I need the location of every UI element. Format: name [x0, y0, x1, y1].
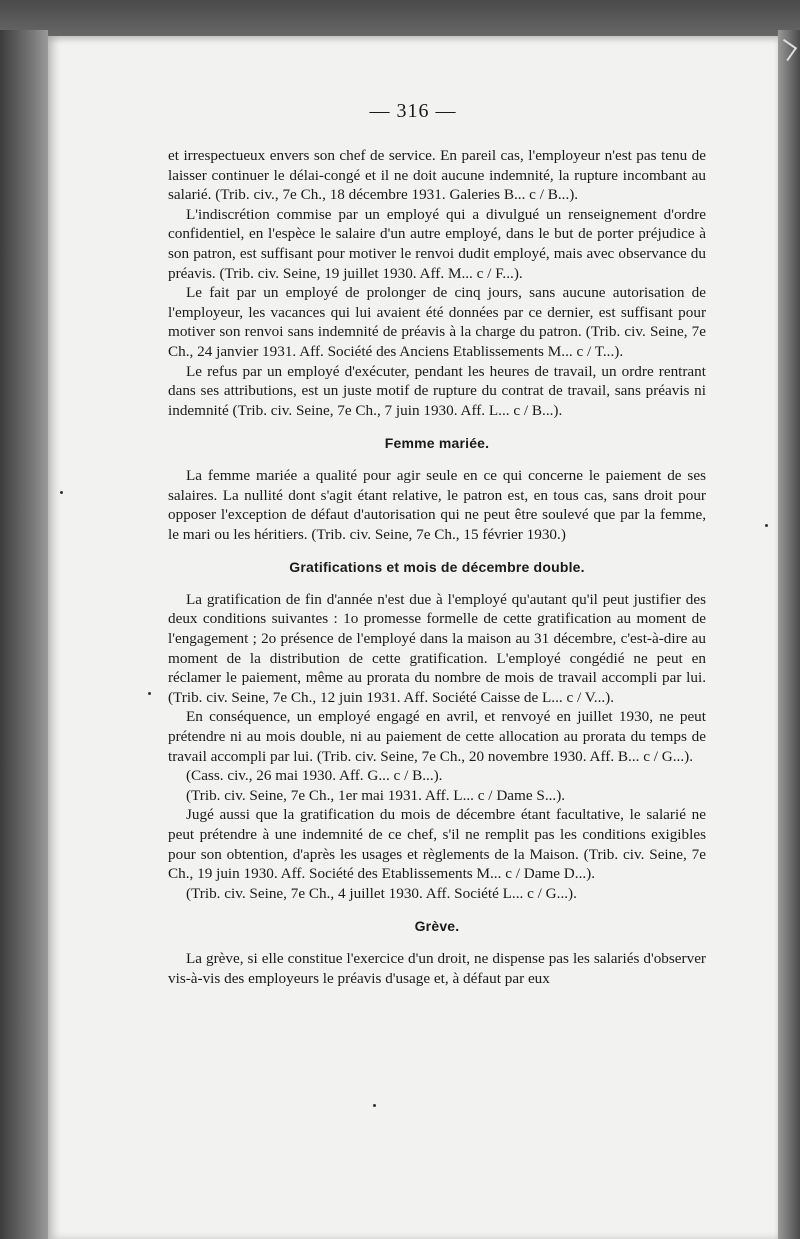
paragraph-gratifications-1: La gratification de fin d'année n'est due à l'employé qu'autant qu'il peut justifier des deux conditions suivantes : 1o promesse formelle de cette gratification au moment de l'engagement ; 2o présence de l'employé dans la maison au 31 décembre, c'est-à-dire au moment de la distribution de cette gratification. L'employé congédié ne peut en réclamer le paiement, même au prorata du nombre de mois de travail accompli par lui. (Trib. civ. Seine, 7e Ch., 12 juin 1931. Aff. Société Caisse de L... c / V...).	[168, 590, 706, 706]
page-number: — 316 —	[369, 100, 457, 122]
scan-speck	[373, 1104, 376, 1107]
page-body	[168, 146, 706, 988]
scan-speck	[148, 692, 151, 695]
paragraph-femme-mariee-1: La femme mariée a qualité pour agir seule en ce qui concerne le paiement de ses salaires. La nullité dont s'agit étant relative, le patron est, en tous cas, sans droit pour opposer l'exception de défaut d'autorisation qui ne peut être soulevé que par la femme, le mari ou les héritiers. (Trib. civ. Seine, 7e Ch., 15 février 1930.)	[168, 466, 706, 543]
section-heading-femme-mariee: Femme mariée.	[384, 435, 490, 452]
section-heading-greve: Grève.	[414, 918, 460, 935]
paragraph-greve-1: La grève, si elle constitue l'exercice d'un droit, ne dispense pas les salariés d'observer vis-à-vis des employeurs le préavis d'usage et, à défaut par eux	[168, 949, 706, 987]
section-heading-gratifications: Gratifications et mois de décembre double.	[289, 559, 585, 576]
scan-background-top	[0, 0, 800, 40]
paragraph-intro-3: Le fait par un employé de prolonger de cinq jours, sans aucune autorisation de l'employeur, les vacances qui lui avaient été données par ce dernier, est suffisant pour motiver son renvoi sans indemnité de préavis à la charge du patron. (Trib. civ. Seine, 7e Ch., 24 janvier 1931. Aff. Société des Anciens Etablissements M... c / T...).	[168, 284, 706, 360]
document-page	[48, 36, 778, 1239]
paragraph-gratifications-3: (Cass. civ., 26 mai 1930. Aff. G... c / B...).	[186, 767, 443, 785]
scan-speck	[60, 491, 63, 494]
paragraph-gratifications-5: Jugé aussi que la gratification du mois de décembre étant facultative, le salarié ne peut prétendre à une indemnité de ce chef, s'il ne remplit pas les conditions exigibles pour son obtention, d'après les usages et règlements de la Maison. (Trib. civ. Seine, 7e Ch., 19 juin 1930. Aff. Société des Etablissements M... c / Dame D...).	[168, 806, 706, 883]
paragraph-gratifications-2: En conséquence, un employé engagé en avril, et renvoyé en juillet 1930, ne peut prétendre ni au mois double, ni au paiement de cette allocation au prorata du temps de travail accompli par lui. (Trib. civ. Seine, 7e Ch., 20 novembre 1930. Aff. B... c / G...).	[168, 708, 706, 765]
scan-right-edge	[778, 30, 800, 1239]
paragraph-gratifications-4: (Trib. civ. Seine, 7e Ch., 1er mai 1931. Aff. L... c / Dame S...).	[186, 786, 566, 804]
paragraph-intro-4: Le refus par un employé d'exécuter, pendant les heures de travail, un ordre rentrant dans ses attributions, est un juste motif de rupture du contrat de travail, sans préavis ni indemnité (Trib. civ. Seine, 7e Ch., 7 juin 1930. Aff. L... c / B...).	[168, 362, 706, 419]
paragraph-intro-2: L'indiscrétion commise par un employé qui a divulgué un renseignement d'ordre confidentiel, en l'espèce le salaire d'un autre employé, dans le but de porter préjudice à son patron, est suffisant pour motiver le renvoi dudit employé, mais avec observance du préavis. (Trib. civ. Seine, 19 juillet 1930. Aff. M... c / F...).	[168, 205, 706, 282]
scan-speck	[765, 524, 768, 527]
paragraph-gratifications-6: (Trib. civ. Seine, 7e Ch., 4 juillet 1930. Aff. Société L... c / G...).	[186, 884, 577, 902]
scan-left-edge	[0, 30, 48, 1239]
page-corner-mark	[775, 39, 797, 61]
paragraph-intro-1: et irrespectueux envers son chef de service. En pareil cas, l'employeur n'est pas tenu de laisser continuer le délai-congé et il ne doit aucune indemnité, la rupture incombant au salarié. (Trib. civ., 7e Ch., 18 décembre 1931. Galeries B... c / B...).	[168, 147, 706, 204]
